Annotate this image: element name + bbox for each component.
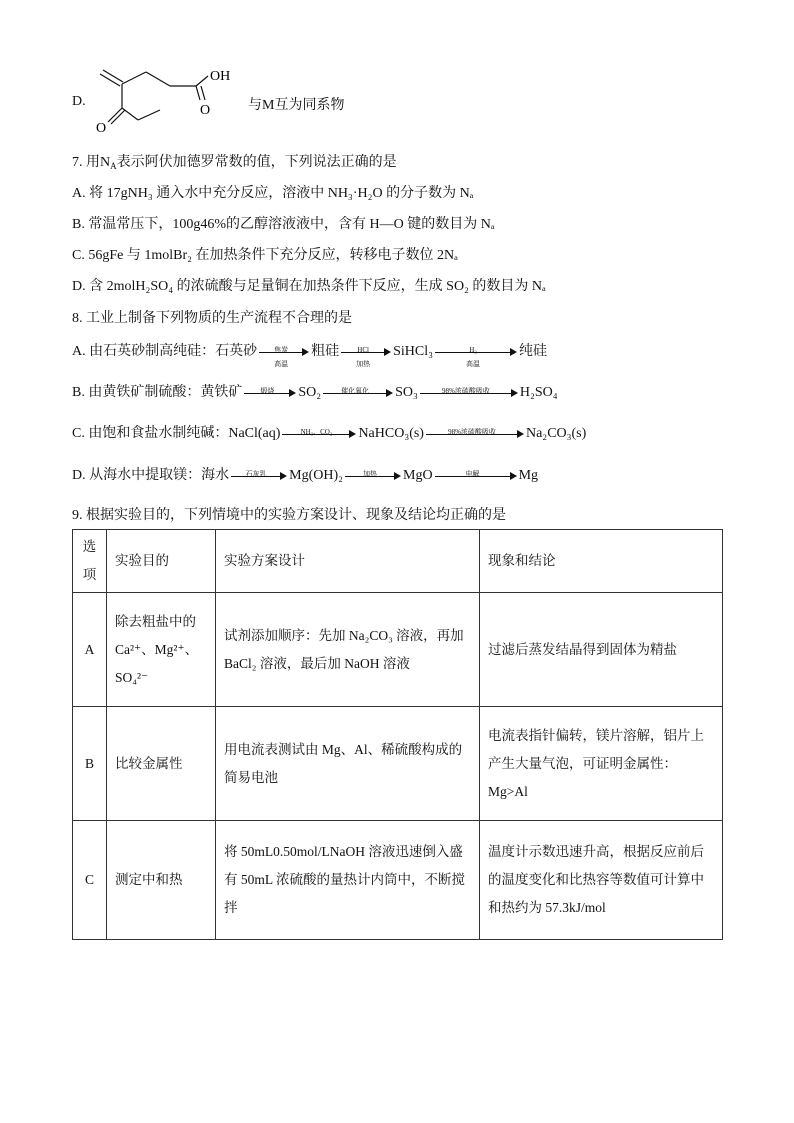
table-header-row xyxy=(73,530,723,593)
table-row xyxy=(73,593,723,707)
row-goal: 测定中和热 xyxy=(107,821,216,940)
row-option: B xyxy=(73,707,107,821)
arrow: H₂ 高温 xyxy=(435,342,517,362)
q8-option-d: D. 从海水中提取镁：海水 石灰乳 Mg(OH)₂ 加热 MgO 电解 Mg xyxy=(72,466,538,486)
q7-option-d: D. 含 2molH₂SO₄ 的浓硫酸与足量铜在加热条件下反应，生成 SO₂ 的数目为 Nₐ xyxy=(72,279,546,294)
arrow: 煅烧 xyxy=(244,383,296,403)
row-result: 过滤后蒸发结晶得到固体为精盐 xyxy=(480,593,723,707)
arrow: 焦炭 高温 xyxy=(259,342,309,362)
row-design: 用电流表测试由 Mg、Al、稀硫酸构成的简易电池 xyxy=(216,707,480,821)
arrow: 98%浓硫酸吸收 xyxy=(426,424,524,444)
header-goal: 实验目的 xyxy=(107,530,216,593)
row-option: A xyxy=(73,593,107,707)
header-option: 选项 xyxy=(73,530,107,593)
arrow: 加热 xyxy=(345,466,401,486)
q7-stem: 7. 用$N_A$表示阿伏加德罗常数的值，下列说法正确的是 xyxy=(72,155,397,171)
q8-option-a: A. 由石英砂制高纯硅：石英砂 焦炭 高温 粗硅 HCl 加热 SiHCl₃ H₂ 高温 纯硅 xyxy=(72,342,547,362)
q6-d-structure xyxy=(88,66,248,138)
arrow: NH₃、CO₂ xyxy=(282,424,356,444)
row-result: 温度计示数迅速升高，根据反应前后的温度变化和比热容等数值可计算中和热约为 57.3kJ/mol xyxy=(480,821,723,940)
q6-option-d-text: 与M互为同系物 xyxy=(248,98,345,113)
q8-option-c: C. 由饱和食盐水制纯碱：NaCl(aq) NH₃、CO₂ NaHCO₃(s) 98%浓硫酸吸收 Na₂CO₃(s) xyxy=(72,424,586,444)
header-design: 实验方案设计 xyxy=(216,530,480,593)
q7-option-a: A. 将 17gNH₃ 通入水中充分反应，溶液中 NH₃·H₂O 的分子数为 Nₐ xyxy=(72,186,474,201)
q8-option-b: B. 由黄铁矿制硫酸：黄铁矿 煅烧 SO₂ 催化氧化 SO₃ 98%浓硫酸吸收 H₂SO₄ xyxy=(72,383,558,403)
arrow: 石灰乳 xyxy=(231,466,287,486)
arrow: 电解 xyxy=(435,466,517,486)
q6-option-d-label: D. xyxy=(72,94,86,109)
arrow: 催化氧化 xyxy=(323,383,393,403)
struct-o-carboxyl: O xyxy=(200,103,211,118)
q9-stem: 9. 根据实验目的，下列情境中的实验方案设计、现象及结论均正确的是 xyxy=(72,508,506,523)
row-goal: 除去粗盐中的 Ca²⁺、Mg²⁺、SO₄²⁻ xyxy=(107,593,216,707)
q7-option-c: C. 56gFe 与 1molBr₂ 在加热条件下充分反应，转移电子数位 2Nₐ xyxy=(72,248,458,263)
q7-option-b: B. 常温常压下，100g46%的乙醇溶液液中，含有 H—O 键的数目为 Nₐ xyxy=(72,217,495,232)
struct-o-ketone: O xyxy=(96,121,107,136)
arrow: HCl 加热 xyxy=(341,342,391,362)
q9-table xyxy=(72,529,723,940)
q8-stem: 8. 工业上制备下列物质的生产流程不合理的是 xyxy=(72,311,352,326)
struct-oh-text: OH xyxy=(210,69,231,84)
header-result: 现象和结论 xyxy=(480,530,723,593)
table-row xyxy=(73,821,723,940)
row-result: 电流表指针偏转，镁片溶解，铝片上产生大量气泡，可证明金属性：Mg>Al xyxy=(480,707,723,821)
table-row xyxy=(73,707,723,821)
row-design: 将 50mL0.50mol/LNaOH 溶液迅速倒入盛有 50mL 浓硫酸的量热计内筒中，不断搅拌 xyxy=(216,821,480,940)
row-option: C xyxy=(73,821,107,940)
row-goal: 比较金属性 xyxy=(107,707,216,821)
row-design: 试剂添加顺序：先加 Na₂CO₃ 溶液，再加 BaCl₂ 溶液，最后加 NaOH 溶液 xyxy=(216,593,480,707)
arrow: 98%浓硫酸吸收 xyxy=(420,383,518,403)
